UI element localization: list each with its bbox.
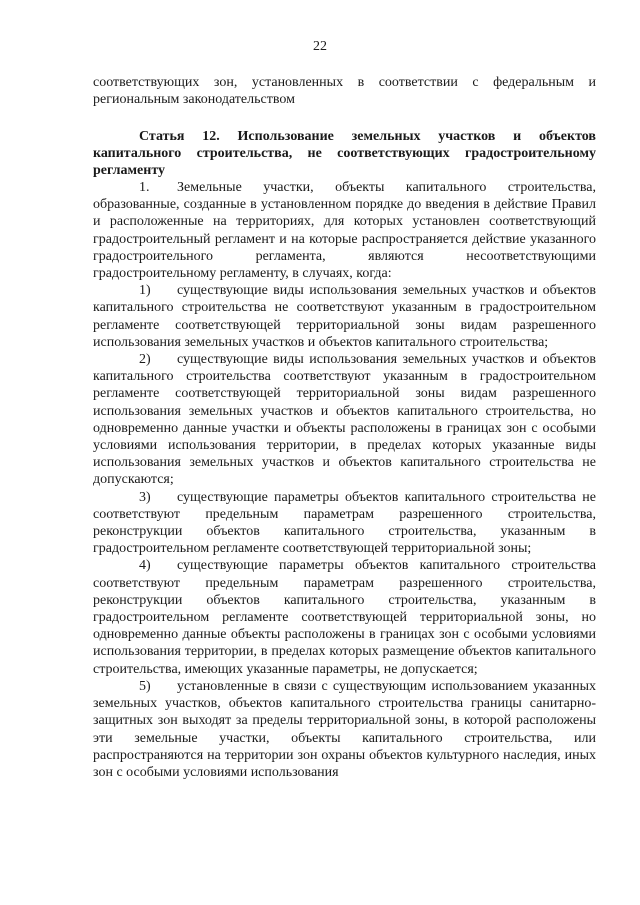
article-12 bbox=[93, 128, 596, 781]
article-heading: Статья 12. Использование земельных участков и объектов капитального строительства, не соответствующих градостроительному регламенту bbox=[93, 129, 596, 178]
list-item-text: существующие параметры объектов капитального строительства не соответствуют предельным параметрам разрешенного строительства, реконструкции объектов капитального строительства, указанным в градостроительном регламенте соответствующей территориальной зоны; bbox=[93, 489, 596, 557]
list-item-number: 1) bbox=[139, 283, 151, 299]
list-item bbox=[93, 282, 596, 351]
article-paragraph-1 bbox=[93, 179, 596, 282]
paragraph-number: 1. bbox=[139, 180, 150, 195]
list-item bbox=[93, 351, 596, 489]
page-number: 22 bbox=[313, 39, 327, 54]
continuation-paragraph bbox=[93, 74, 596, 108]
list-item bbox=[93, 489, 596, 558]
list-item-text: установленные в связи с существующим использованием указанных земельных участков, объектов капитального строительства границы санитарно-защитных зон выходят за пределы территориальной зоны, в которой расположены эти земельные участки, объекты капитального строительства, или распространяются на территории зон охраны объектов культурного наследия, иных зон с особыми условиями использования bbox=[93, 678, 596, 780]
list-item bbox=[93, 557, 596, 677]
continuation-text: соответствующих зон, установленных в соответствии с федеральным и региональным законодательством bbox=[93, 75, 596, 108]
list-item-number: 5) bbox=[139, 678, 151, 694]
list-item-number: 3) bbox=[139, 489, 151, 505]
list-item-text: существующие виды использования земельных участков и объектов капитального строительства не соответствуют указанным в градостроительном регламенте соответствующей территориальной зоны видам разрешенного использования земельных участков и объектов капитального строительства; bbox=[93, 283, 596, 350]
list-item-text: существующие виды использования земельных участков и объектов капитального строительства соответствуют указанным в градостроительном регламенте соответствующей территориальной зоны видам разрешенного использования земельных участков и объектов капитального строительства, но одновременно данные участки и объекты расположены в границах зон с особыми условиями использования территории, в пределах которых указанные виды использования земельных участков и объектов капитального строительства не допускаются; bbox=[93, 352, 596, 488]
paragraph-text: Земельные участки, объекты капитального строительства, образованные, созданные в установленном порядке до введения в действие Правил и расположенные на территориях, для которых установлен соответствующий градостроительный регламент и на которые распространяется действие указанного градостроительного регламента, являются несоответствующими градостроительному регламенту, в случаях, когда: bbox=[93, 180, 596, 282]
list-item-text: существующие параметры объектов капитального строительства соответствуют предельным параметрам разрешенного строительства, реконструкции объектов капитального строительства, указанным в градостроительном регламенте соответствующей территориальной зоны, но одновременно данные объекты расположены в границах зон с особыми условиями использования территории, в пределах которых размещение объектов капитального строительства, имеющих указанные параметры, не допускается; bbox=[93, 558, 596, 677]
list-item-number: 2) bbox=[139, 352, 151, 368]
list-item bbox=[93, 678, 596, 781]
list-item-number: 4) bbox=[139, 558, 151, 574]
